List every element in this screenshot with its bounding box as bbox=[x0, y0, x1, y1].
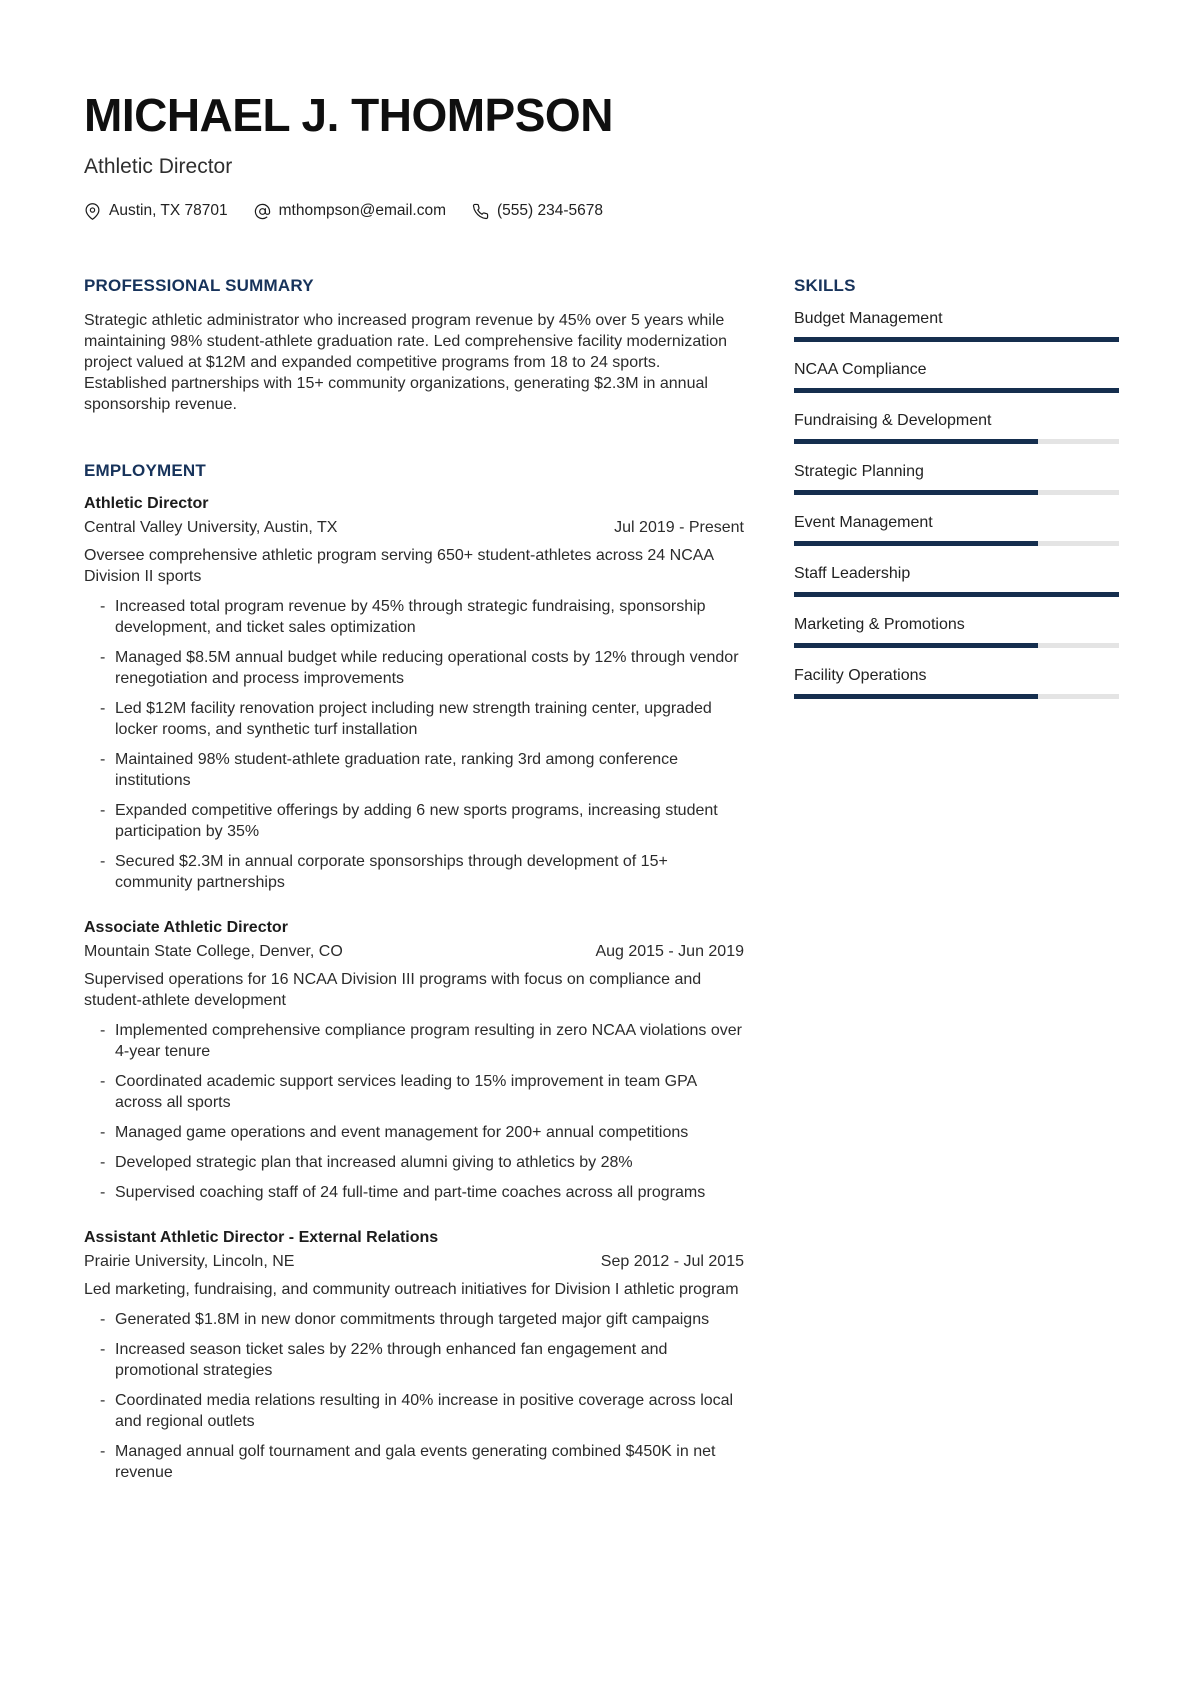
skill-progress-fill bbox=[794, 643, 1038, 648]
skill-item bbox=[794, 616, 1119, 648]
skill-progress-track bbox=[794, 643, 1119, 648]
job-bullet: - Developed strategic plan that increased alumni giving to athletics by 28% bbox=[84, 1152, 744, 1173]
skill-progress-track bbox=[794, 388, 1119, 393]
skill-item bbox=[794, 361, 1119, 393]
summary-text: Strategic athletic administrator who increased program revenue by 45% over 5 years while maintaining 98% student-athlete graduation rate. Led comprehensive facility modernization project valued at $12M and expanded competitive programs from 18 to 24 sports. Established partnerships with 15+ community organizations, generating $2.3M in annual sponsorship revenue. bbox=[84, 312, 728, 413]
job-bullet: - Led $12M facility renovation project including new strength training center, upgraded locker rooms, and synthetic turf installation bbox=[84, 698, 744, 740]
contact-phone-text: (555) 234-5678 bbox=[497, 202, 603, 219]
contact-location-text: Austin, TX 78701 bbox=[109, 202, 228, 219]
skill-progress-track bbox=[794, 592, 1119, 597]
skill-label: Event Management bbox=[794, 514, 933, 531]
job-list bbox=[84, 495, 744, 1483]
job-description: Led marketing, fundraising, and community outreach initiatives for Division I athletic program bbox=[84, 1281, 739, 1298]
job-dates: Sep 2012 - Jul 2015 bbox=[600, 1253, 744, 1270]
skill-item bbox=[794, 412, 1119, 444]
job-meta-row bbox=[84, 519, 744, 537]
job-bullet: - Secured $2.3M in annual corporate sponsorships through development of 15+ community partnerships bbox=[84, 851, 744, 893]
job-title: Associate Athletic Director bbox=[84, 919, 288, 936]
contact-email-text: mthompson@email.com bbox=[278, 202, 446, 219]
contact-row bbox=[84, 202, 1119, 220]
job-entry bbox=[84, 495, 744, 893]
skill-label: Fundraising & Development bbox=[794, 412, 992, 429]
person-name: MICHAEL J. THOMPSON bbox=[84, 89, 613, 141]
at-sign-icon bbox=[254, 203, 271, 220]
phone-icon bbox=[472, 203, 489, 220]
skill-progress-fill bbox=[794, 388, 1119, 393]
job-dates: Jul 2019 - Present bbox=[614, 519, 744, 536]
skill-label: Budget Management bbox=[794, 310, 943, 327]
person-job-title: Athletic Director bbox=[84, 155, 233, 178]
skill-label: Marketing & Promotions bbox=[794, 616, 965, 633]
skill-progress-fill bbox=[794, 592, 1119, 597]
summary-heading: PROFESSIONAL SUMMARY bbox=[84, 276, 314, 295]
job-bullet: - Managed game operations and event management for 200+ annual competitions bbox=[84, 1122, 744, 1143]
job-company: Central Valley University, Austin, TX bbox=[84, 519, 338, 536]
employment-section bbox=[84, 461, 744, 1483]
job-description: Oversee comprehensive athletic program serving 650+ student-athletes across 24 NCAA Division II sports bbox=[84, 547, 714, 585]
job-title: Athletic Director bbox=[84, 495, 209, 512]
job-bullet: - Expanded competitive offerings by adding 6 new sports programs, increasing student participation by 35% bbox=[84, 800, 744, 842]
skill-progress-track bbox=[794, 337, 1119, 342]
job-bullets bbox=[84, 1020, 744, 1203]
contact-phone bbox=[472, 202, 603, 220]
skills-section bbox=[794, 276, 1119, 699]
job-bullets bbox=[84, 596, 744, 893]
job-bullet: - Increased season ticket sales by 22% through enhanced fan engagement and promotional strategies bbox=[84, 1339, 744, 1381]
skill-label: Staff Leadership bbox=[794, 565, 911, 582]
skill-progress-fill bbox=[794, 694, 1038, 699]
skills-list bbox=[794, 310, 1119, 699]
skill-progress-track bbox=[794, 490, 1119, 495]
job-title: Assistant Athletic Director - External Relations bbox=[84, 1229, 439, 1246]
skill-progress-fill bbox=[794, 541, 1038, 546]
job-bullets bbox=[84, 1309, 744, 1483]
contact-location bbox=[84, 202, 228, 220]
resume-header bbox=[84, 89, 1119, 220]
job-bullet: - Coordinated academic support services leading to 15% improvement in team GPA across all sports bbox=[84, 1071, 744, 1113]
job-company: Prairie University, Lincoln, NE bbox=[84, 1253, 295, 1270]
skill-label: NCAA Compliance bbox=[794, 361, 927, 378]
job-meta-row bbox=[84, 1253, 744, 1271]
skill-label: Facility Operations bbox=[794, 667, 927, 684]
skill-item bbox=[794, 310, 1119, 342]
skill-progress-fill bbox=[794, 490, 1038, 495]
job-bullet: - Managed annual golf tournament and gala events generating combined $450K in net revenue bbox=[84, 1441, 744, 1483]
skill-label: Strategic Planning bbox=[794, 463, 924, 480]
contact-email bbox=[254, 202, 446, 220]
job-meta-row bbox=[84, 943, 744, 961]
job-description: Supervised operations for 16 NCAA Division III programs with focus on compliance and student-athlete development bbox=[84, 971, 702, 1009]
job-entry bbox=[84, 919, 744, 1203]
skill-item bbox=[794, 463, 1119, 495]
main-column bbox=[84, 276, 744, 1492]
job-entry bbox=[84, 1229, 744, 1483]
skill-item bbox=[794, 565, 1119, 597]
skill-progress-fill bbox=[794, 337, 1119, 342]
skill-item bbox=[794, 514, 1119, 546]
skill-progress-track bbox=[794, 541, 1119, 546]
skill-progress-fill bbox=[794, 439, 1038, 444]
job-bullet: - Generated $1.8M in new donor commitments through targeted major gift campaigns bbox=[84, 1309, 744, 1330]
skill-progress-track bbox=[794, 694, 1119, 699]
sidebar-column bbox=[794, 276, 1119, 718]
skills-heading: SKILLS bbox=[794, 276, 856, 295]
content-columns bbox=[84, 276, 1119, 1492]
job-dates: Aug 2015 - Jun 2019 bbox=[595, 943, 744, 960]
job-bullet: - Managed $8.5M annual budget while reducing operational costs by 12% through vendor renegotiation and process improvements bbox=[84, 647, 744, 689]
job-bullet: - Increased total program revenue by 45% through strategic fundraising, sponsorship development, and ticket sales optimization bbox=[84, 596, 744, 638]
skill-progress-track bbox=[794, 439, 1119, 444]
job-company: Mountain State College, Denver, CO bbox=[84, 943, 343, 960]
summary-section bbox=[84, 276, 744, 415]
map-pin-icon bbox=[84, 203, 101, 220]
job-bullet: - Implemented comprehensive compliance program resulting in zero NCAA violations over 4-year tenure bbox=[84, 1020, 744, 1062]
job-bullet: - Coordinated media relations resulting in 40% increase in positive coverage across local and regional outlets bbox=[84, 1390, 744, 1432]
job-bullet: - Supervised coaching staff of 24 full-time and part-time coaches across all programs bbox=[84, 1182, 744, 1203]
job-bullet: - Maintained 98% student-athlete graduation rate, ranking 3rd among conference institutions bbox=[84, 749, 744, 791]
skill-item bbox=[794, 667, 1119, 699]
employment-heading: EMPLOYMENT bbox=[84, 461, 206, 480]
